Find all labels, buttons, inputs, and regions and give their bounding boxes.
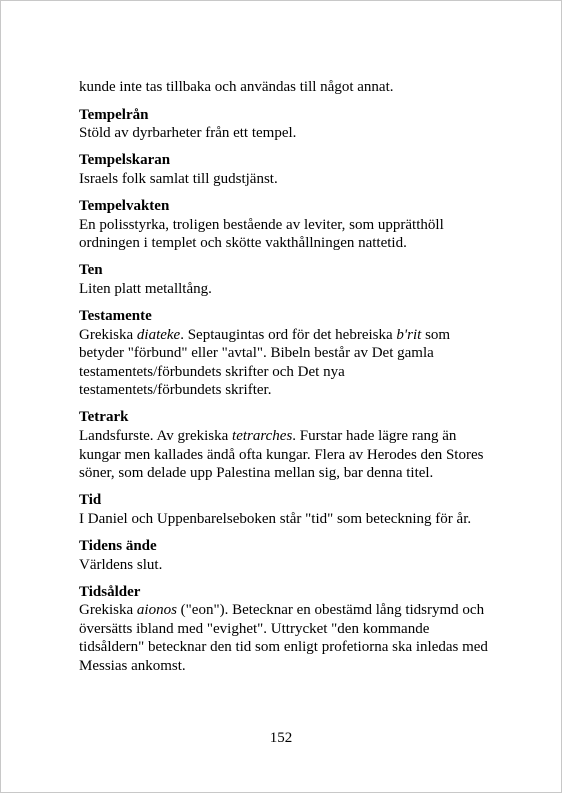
entry-term: Tempelvakten: [79, 197, 170, 214]
definition-text: Grekiska: [79, 326, 137, 343]
entry-term: Testamente: [79, 307, 152, 324]
definition-text: ("eon"). Betecknar en obestämd lång tidsrymd och översätts ibland med "evighet". Uttrycket "den kommande tidsåldern" betecknar den tid som enligt profetiorna ska inledas med Messias ankomst.: [79, 602, 488, 675]
definition-text: Världens slut.: [79, 556, 163, 573]
entry-term: Tetrark: [79, 409, 129, 426]
glossary-entry: [79, 408, 489, 482]
entry-term: Tidens ände: [79, 537, 157, 554]
definition-text: Stöld av dyrbarheter från ett tempel.: [79, 125, 297, 142]
glossary-entry: [79, 583, 489, 676]
glossary-entry: [79, 261, 489, 298]
entry-definition: [79, 170, 489, 189]
definition-text: Liten platt metalltång.: [79, 280, 212, 297]
intro-text: kunde inte tas tillbaka och användas till något annat.: [79, 79, 394, 95]
entry-term: Tidsålder: [79, 583, 141, 600]
definition-text: Israels folk samlat till gudstjänst.: [79, 170, 278, 187]
entry-term: Tid: [79, 492, 102, 509]
glossary-content: [79, 78, 489, 684]
definition-text: . Furstar hade lägre rang än kungar men kallades ändå ofta kungar. Flera av Herodes den Stores söner, som delade upp Palestina mellan sig, bar denna titel.: [79, 428, 484, 482]
entry-definition: [79, 601, 489, 675]
definition-italic-term: tetrarches: [232, 428, 293, 444]
definition-text: Grekiska: [79, 602, 137, 619]
entry-term: Tempelskaran: [79, 152, 171, 169]
glossary-entry: [79, 537, 489, 574]
glossary-entry: [79, 307, 489, 400]
entry-definition: [79, 216, 489, 253]
entry-definition: [79, 280, 489, 299]
glossary-entry: [79, 197, 489, 253]
glossary-entries: [79, 106, 489, 676]
entry-definition: [79, 510, 489, 529]
entry-definition: [79, 556, 489, 575]
entry-definition: [79, 427, 489, 483]
entry-definition: [79, 124, 489, 143]
definition-italic-term: diateke: [136, 326, 181, 343]
definition-italic-term: b'rit: [396, 326, 422, 343]
definition-text: som betyder "förbund" eller "avtal". Bibeln består av Det gamla testamentets/förbundets skrifter och Det nya testamentets/förbundets skrifter.: [79, 326, 451, 399]
definition-text: Landsfurste. Av grekiska: [79, 428, 233, 444]
definition-text: I Daniel och Uppenbarelseboken står "tid" som beteckning för år.: [79, 510, 472, 527]
glossary-entry: [79, 491, 489, 528]
entry-term: Tempelrån: [79, 106, 149, 123]
page-number: 152: [269, 730, 293, 746]
definition-text: En polisstyrka, troligen bestående av leviter, som upprätthöll ordningen i templet och skötte vakthållningen nattetid.: [79, 216, 444, 252]
glossary-entry: [79, 106, 489, 143]
definition-italic-term: aionos: [136, 602, 177, 619]
entry-definition: [79, 326, 489, 400]
glossary-entry: [79, 151, 489, 188]
entry-term: Ten: [79, 262, 103, 279]
definition-text: . Septaugintas ord för det hebreiska: [180, 326, 397, 343]
